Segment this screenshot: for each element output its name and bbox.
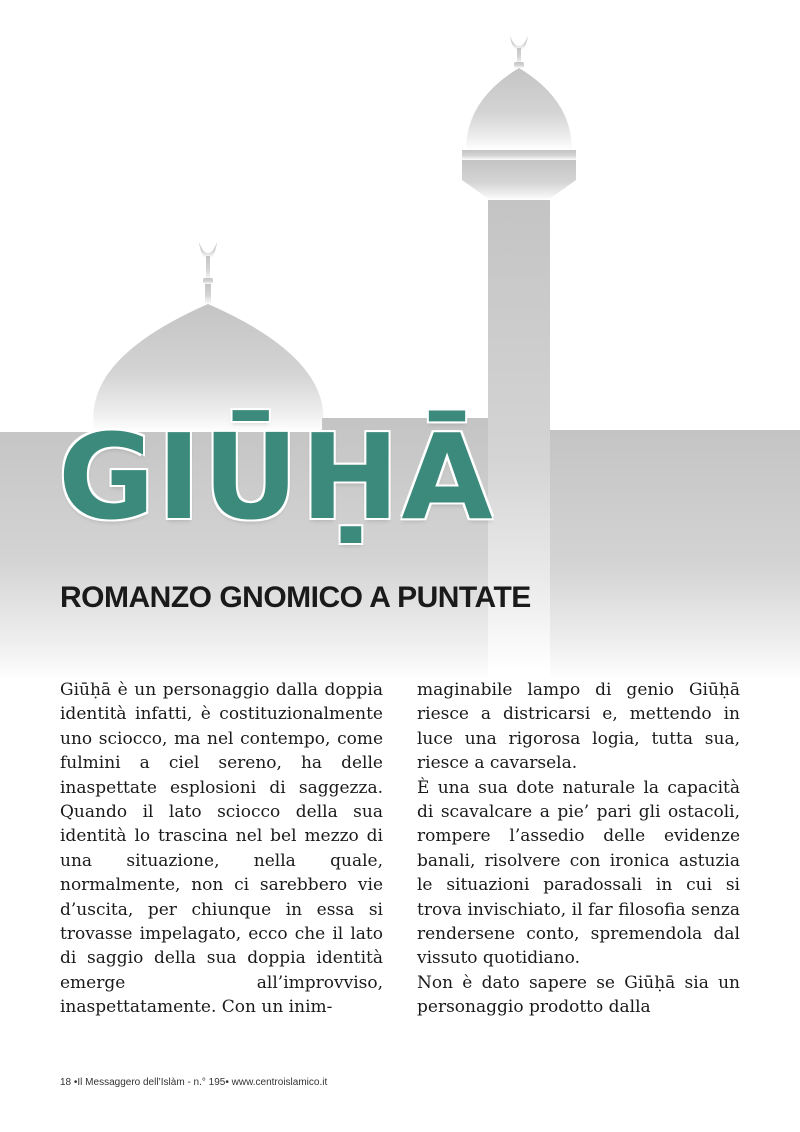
page-footer: 18 •Il Messaggero dell’Islàm - n.° 195• www.centroislamico.it [60,1077,328,1088]
article-column-left [60,678,383,1020]
article-column-right [417,678,740,1020]
paragraph: È una sua dote naturale la capacità di scavalcare a pie’ pari gli ostacoli, rompere l’assedio delle evidenze banali, risolvere con ironica astuzia le situazioni paradossali in cui si trova invischiato, il far filosofia senza rendersene conto, spremendola dal vissuto quotidiano. [417,777,740,969]
paragraph: maginabile lampo di genio Giūḥā riesce a districarsi e, mettendo in luce una rigorosa logia, tutta sua, riesce a cavarsela. [417,680,740,774]
page-subtitle: ROMANZO GNOMICO A PUNTATE [60,581,531,614]
page-title: GIŪḤĀ [58,408,495,546]
paragraph: Non è dato sapere se Giūḥā sia un personaggio prodotto dalla [417,972,740,1018]
paragraph: Giūḥā è un personaggio dalla doppia identità infatti, è costituzionalmente uno sciocco, ma nel contempo, come fulmini a ciel sereno, ha delle inaspettate esplosioni di saggezza. Quando il lato sciocco della sua identità lo trascina nel bel mezzo di una situazione, nella quale, normalmente, non ci sarebbero vie d’uscita, per chiunque in essa si trovasse impelagato, ecco che il lato di saggio della sua doppia identità emerge all’improvviso, inaspettatamente. Con un inim- [60,680,383,1018]
